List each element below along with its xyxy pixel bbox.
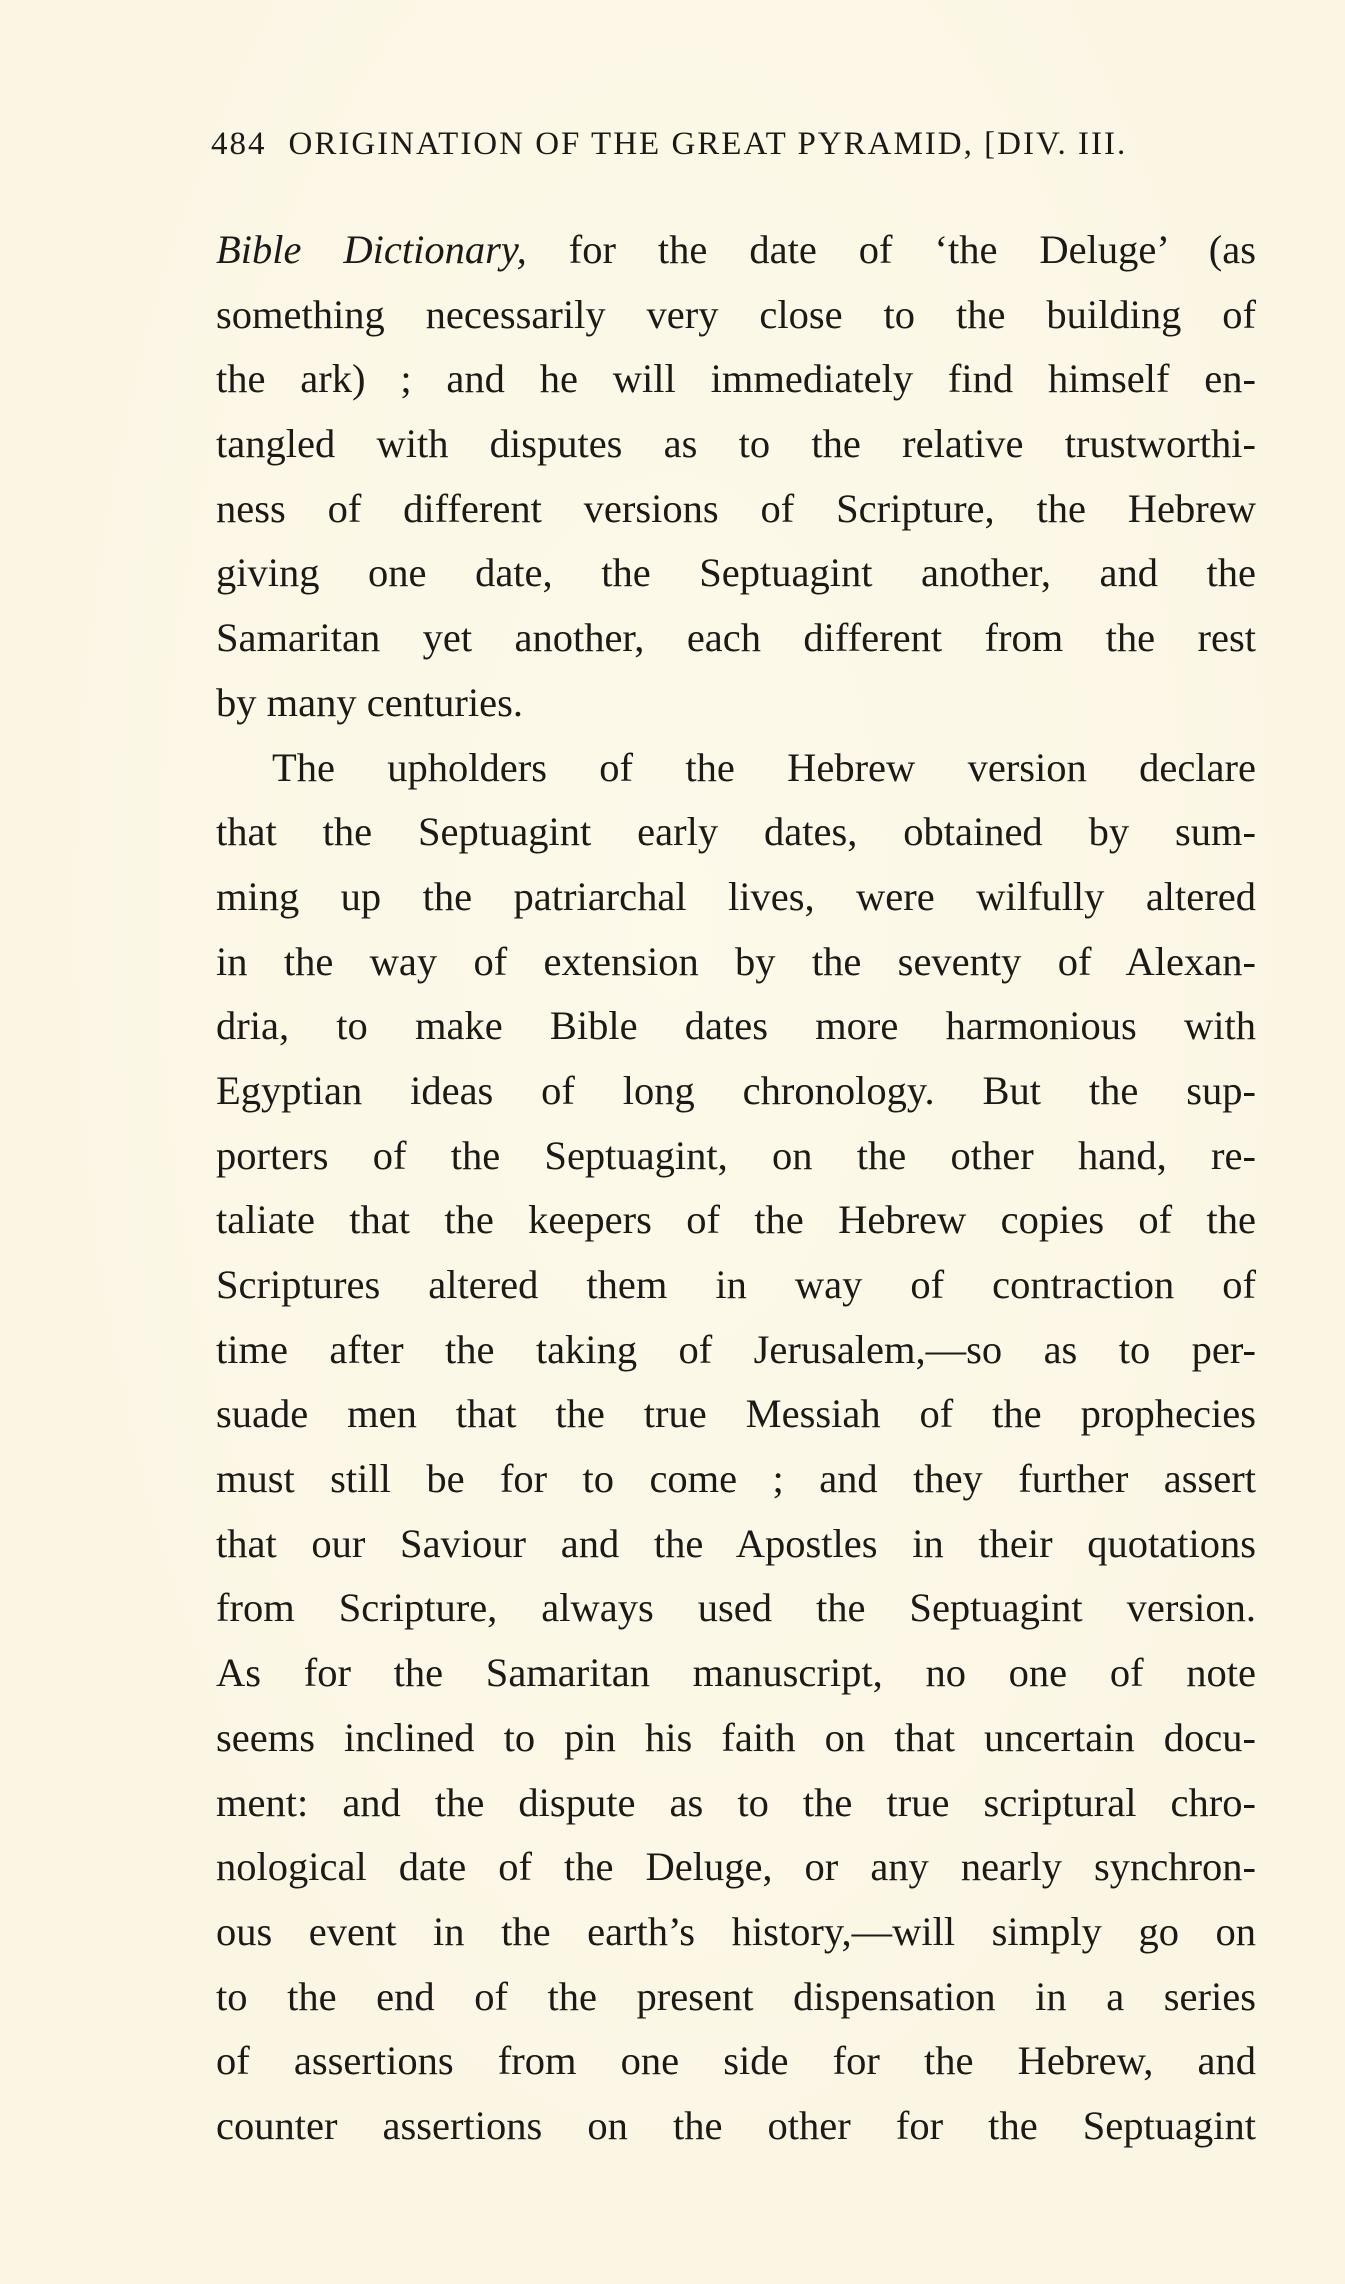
paragraph-start-line: The upholders of the Hebrew version declare: [272, 744, 1256, 790]
text-line: nological date of the Deluge, or any nearly synchron-: [216, 1844, 1256, 1890]
text-line: dria, to make Bible dates more harmonious with: [216, 1003, 1256, 1049]
text-line: suade men that the true Messiah of the prophecies: [216, 1391, 1256, 1437]
running-title: ORIGINATION OF THE GREAT PYRAMID, [DIV. III.: [288, 126, 1128, 162]
text-line: ment: and the dispute as to the true scriptural chro-: [216, 1779, 1256, 1825]
text-line: Bible Dictionary, for the date of ‘the Deluge’ (as: [216, 227, 1257, 272]
text-line: As for the Samaritan manuscript, no one of note: [216, 1650, 1256, 1696]
italic-title: Bible Dictionary,: [216, 227, 527, 272]
text-line: by many centuries.: [216, 679, 524, 725]
running-head: [211, 126, 1261, 176]
text-line: Egyptian ideas of long chronology. But the sup-: [216, 1067, 1256, 1113]
text-line: must still be for to come ; and they further assert: [216, 1456, 1256, 1502]
text-line: in the way of extension by the seventy of Alexan-: [216, 938, 1256, 984]
text-line: ous event in the earth’s history,—will simply go on: [216, 1908, 1256, 1954]
text-line: time after the taking of Jerusalem,—so as to per-: [216, 1326, 1256, 1372]
text-line: from Scripture, always used the Septuagint version.: [216, 1585, 1256, 1631]
text-line: counter assertions on the other for the Septuagint: [216, 2102, 1256, 2148]
page-number: 484: [211, 126, 267, 162]
text-line: the ark) ; and he will immediately find himself en-: [216, 356, 1256, 402]
text-line: something necessarily very close to the building of: [216, 291, 1256, 337]
body-text: [216, 218, 1256, 2159]
text-line: ness of different versions of Scripture, the Hebrew: [216, 485, 1256, 531]
text-line: to the end of the present dispensation in a series: [216, 1973, 1256, 2019]
text-line: tangled with disputes as to the relative trustworthi-: [216, 421, 1256, 467]
text-line: taliate that the keepers of the Hebrew copies of the: [216, 1197, 1256, 1243]
text-line: that the Septuagint early dates, obtained by sum-: [216, 809, 1256, 855]
text-line: porters of the Septuagint, on the other hand, re-: [216, 1132, 1256, 1178]
text-line: ming up the patriarchal lives, were wilfully altered: [216, 873, 1256, 919]
text-line: of assertions from one side for the Hebrew, and: [216, 2038, 1256, 2084]
text-line: Scriptures altered them in way of contraction of: [216, 1262, 1256, 1307]
text-line: seems inclined to pin his faith on that uncertain docu-: [216, 1714, 1256, 1760]
text-line: Samaritan yet another, each different from the rest: [216, 615, 1256, 661]
text-line: that our Saviour and the Apostles in their quotations: [216, 1520, 1256, 1566]
text-line: giving one date, the Septuagint another, and the: [216, 550, 1256, 596]
